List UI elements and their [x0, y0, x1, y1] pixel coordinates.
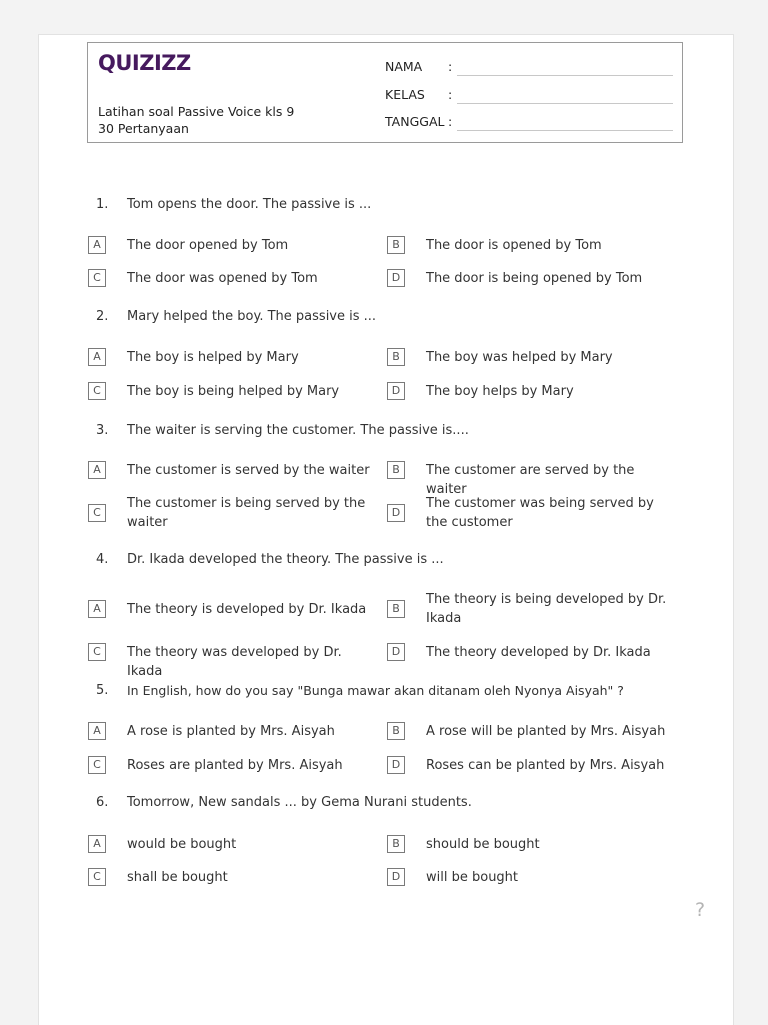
- option-text: The theory was developed by Dr. Ikada: [127, 645, 342, 679]
- option-text: The boy is being helped by Mary: [127, 384, 340, 399]
- option-letter-box: C: [88, 504, 106, 522]
- field-label: TANGGAL: [385, 114, 445, 129]
- question-number: 5.: [96, 683, 109, 698]
- question-number: 2.: [96, 309, 109, 324]
- option-text: Roses are planted by Mrs. Aisyah: [127, 758, 343, 773]
- option-letter-box: A: [88, 348, 106, 366]
- option-text: The door was opened by Tom: [127, 271, 318, 286]
- option-letter-box: D: [387, 868, 405, 886]
- option-text: A rose is planted by Mrs. Aisyah: [127, 724, 335, 739]
- field-label: KELAS: [385, 87, 425, 102]
- worksheet-header: [87, 42, 683, 143]
- question-text: In English, how do you say "Bunga mawar akan ditanam oleh Nyonya Aisyah" ?: [127, 683, 624, 698]
- question-text: Mary helped the boy. The passive is ...: [127, 309, 377, 324]
- option-text: The boy was helped by Mary: [426, 350, 613, 365]
- option-text: The boy is helped by Mary: [127, 350, 299, 365]
- help-icon[interactable]: ?: [695, 899, 706, 921]
- question-text: Tomorrow, New sandals ... by Gema Nurani students.: [127, 795, 472, 810]
- option-letter-box: C: [88, 756, 106, 774]
- class-blank-line: [457, 103, 673, 104]
- option-text: The door opened by Tom: [127, 238, 289, 253]
- option-letter-box: D: [387, 269, 405, 287]
- question-number: 4.: [96, 552, 109, 567]
- option-letter-box: D: [387, 382, 405, 400]
- question-text: Tom opens the door. The passive is ...: [127, 197, 372, 212]
- option-text: The customer is being served by the waiter: [127, 496, 366, 530]
- option-text: The theory developed by Dr. Ikada: [426, 645, 651, 660]
- option-text: The customer are served by the waiter: [426, 463, 635, 497]
- option-text: shall be bought: [127, 870, 228, 885]
- question-count: 30 Pertanyaan: [98, 121, 189, 136]
- option-letter-box: C: [88, 643, 106, 661]
- option-text: The theory is developed by Dr. Ikada: [127, 602, 367, 617]
- option-text: The door is opened by Tom: [426, 238, 602, 253]
- option-letter-box: D: [387, 504, 405, 522]
- question-number: 6.: [96, 795, 109, 810]
- question-number: 3.: [96, 423, 109, 438]
- option-letter-box: B: [387, 461, 405, 479]
- option-letter-box: D: [387, 643, 405, 661]
- quizizz-logo: QUIZIZZ: [98, 51, 191, 75]
- option-letter-box: C: [88, 868, 106, 886]
- question-text: Dr. Ikada developed the theory. The passive is ...: [127, 552, 444, 567]
- option-letter-box: A: [88, 236, 106, 254]
- option-letter-box: A: [88, 722, 106, 740]
- option-text: The customer was being served by the customer: [426, 496, 654, 530]
- option-text: The boy helps by Mary: [426, 384, 574, 399]
- question-text: The waiter is serving the customer. The passive is....: [127, 423, 469, 438]
- question-number: 1.: [96, 197, 109, 212]
- option-text: A rose will be planted by Mrs. Aisyah: [426, 724, 666, 739]
- field-label: NAMA: [385, 59, 423, 74]
- option-letter-box: A: [88, 835, 106, 853]
- option-letter-box: C: [88, 382, 106, 400]
- field-colon: :: [448, 114, 453, 129]
- option-text: should be bought: [426, 837, 540, 852]
- option-letter-box: B: [387, 236, 405, 254]
- name-blank-line: [457, 75, 673, 76]
- option-text: will be bought: [426, 870, 519, 885]
- option-letter-box: B: [387, 722, 405, 740]
- option-letter-box: B: [387, 835, 405, 853]
- option-letter-box: D: [387, 756, 405, 774]
- field-colon: :: [448, 59, 453, 74]
- option-text: The door is being opened by Tom: [426, 271, 643, 286]
- option-text: would be bought: [127, 837, 237, 852]
- option-letter-box: A: [88, 600, 106, 618]
- date-blank-line: [457, 130, 673, 131]
- option-letter-box: B: [387, 600, 405, 618]
- field-colon: :: [448, 87, 453, 102]
- quiz-title: Latihan soal Passive Voice kls 9: [98, 104, 295, 119]
- option-letter-box: C: [88, 269, 106, 287]
- option-text: Roses can be planted by Mrs. Aisyah: [426, 758, 665, 773]
- option-letter-box: A: [88, 461, 106, 479]
- option-letter-box: B: [387, 348, 405, 366]
- option-text: The theory is being developed by Dr. Ikada: [426, 592, 667, 626]
- worksheet-page: [38, 34, 734, 1025]
- option-text: The customer is served by the waiter: [127, 463, 370, 478]
